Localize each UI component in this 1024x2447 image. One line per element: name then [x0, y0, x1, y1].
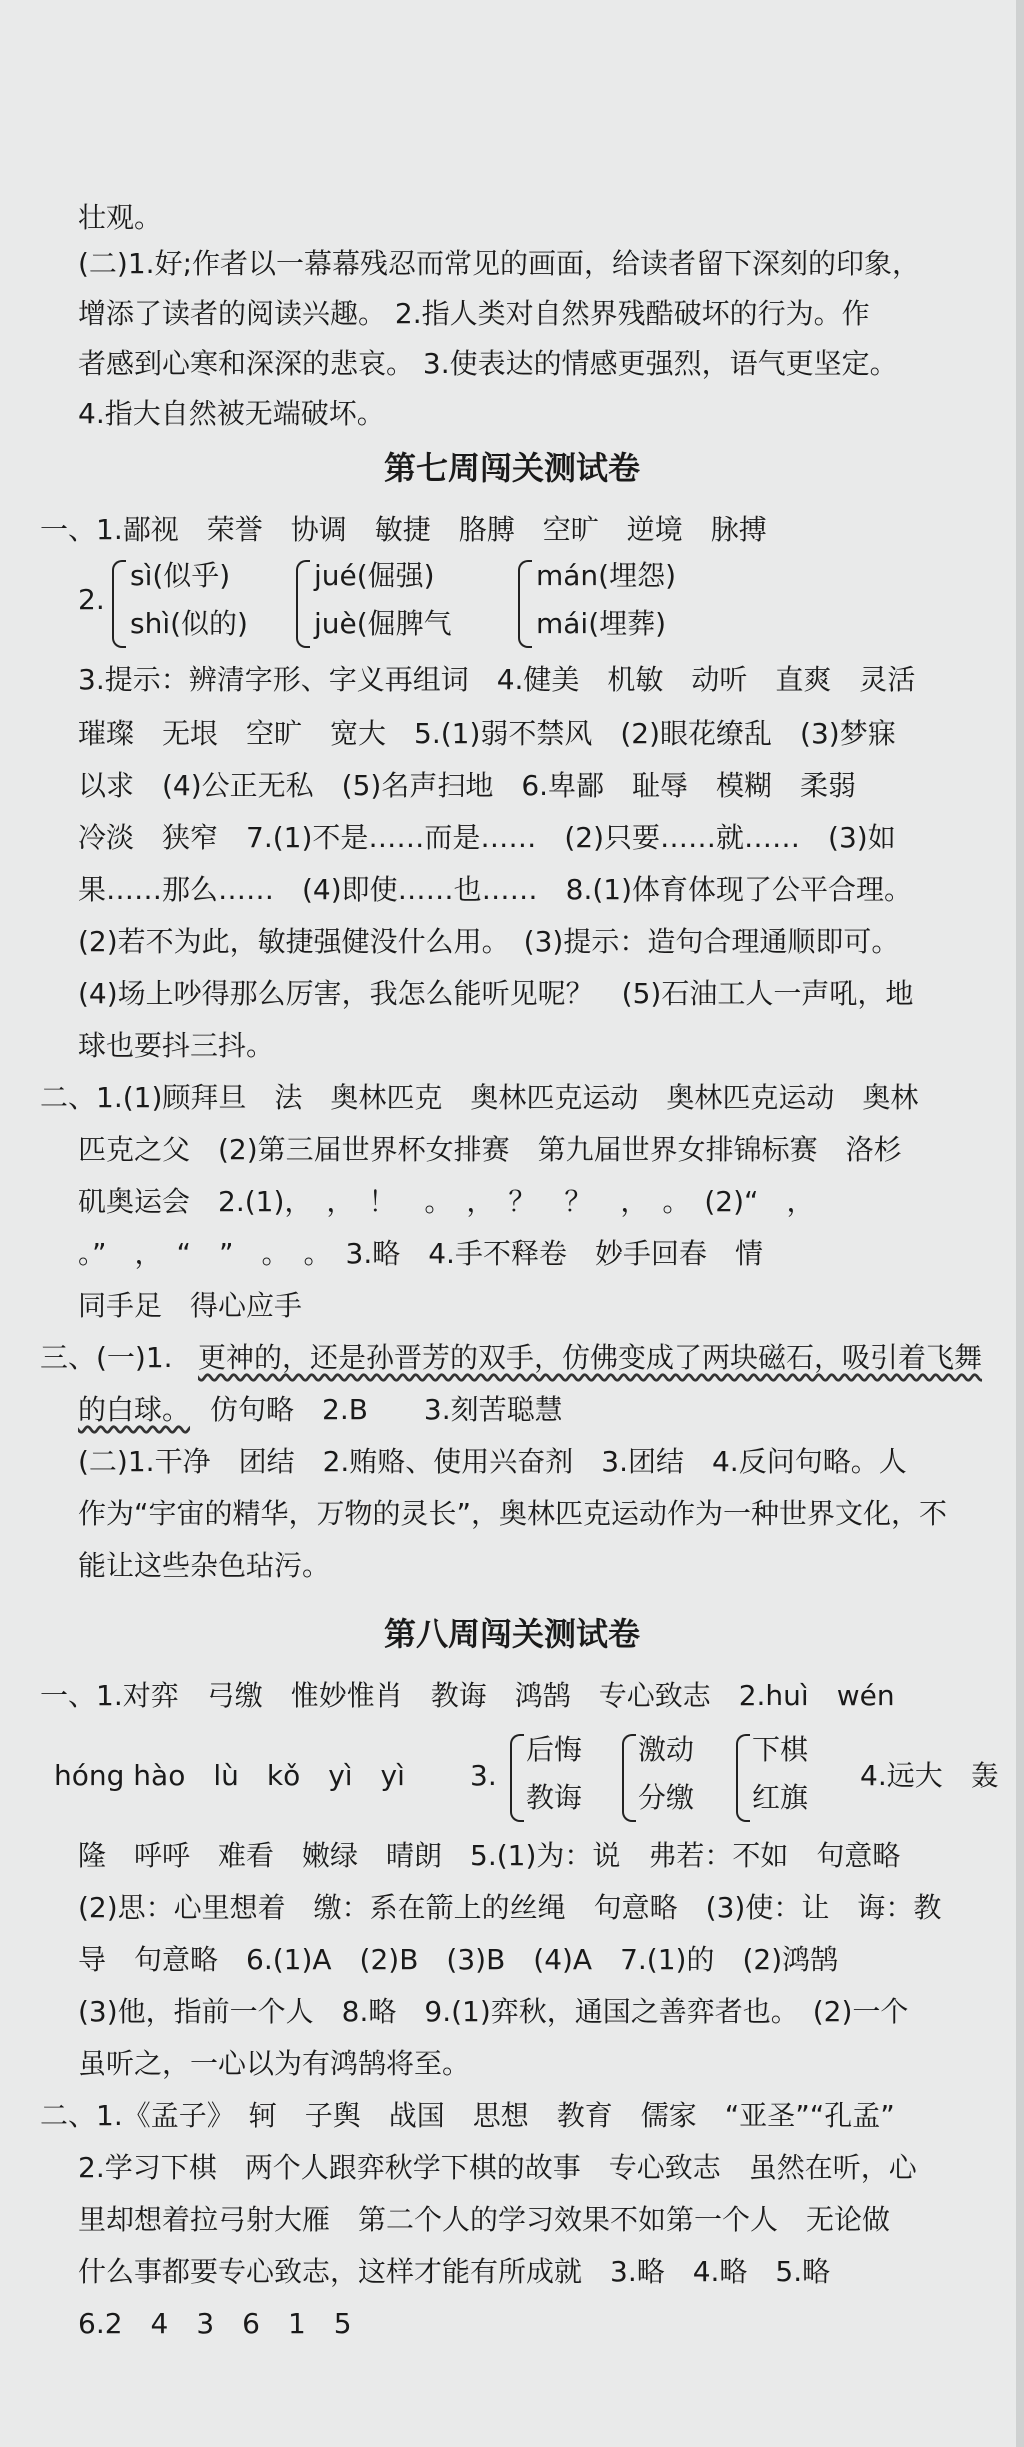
text-line: 能让这些杂色玷污。	[78, 1549, 331, 1582]
brace	[112, 560, 126, 648]
text-line: 冷淡 狭窄 7.(1)不是……而是…… (2)只要……就…… (3)如	[78, 821, 896, 854]
word-item: 激动	[638, 1733, 695, 1766]
text-line: 同手足 得心应手	[78, 1289, 303, 1322]
text-line: 作为“宇宙的精华，万物的灵长”，奥林匹克运动作为一种世界文化，不	[78, 1497, 948, 1530]
text-line: 虽听之，一心以为有鸿鹄将至。	[78, 2047, 471, 2080]
text-line: (2)思：心里想着 缴：系在箭上的丝绳 句意略 (3)使：让 诲：教	[78, 1891, 942, 1924]
brace	[622, 1734, 636, 1822]
text-line: 一、1.对弈 弓缴 惟妙惟肖 教诲 鸿鹄 专心致志 2.huì wén	[40, 1679, 895, 1712]
text-line: 二、1.(1)顾拜旦 法 奥林匹克 奥林匹克运动 奥林匹克运动 奥林	[40, 1081, 919, 1114]
text-line: 4.远大 轰	[860, 1759, 999, 1792]
underlined-text: 的白球。	[78, 1393, 191, 1426]
text-line: 2.	[78, 583, 105, 616]
word-item: 教诲	[526, 1781, 583, 1814]
brace	[510, 1734, 524, 1822]
pinyin-line: hóng hào lù kǒ yì yì	[54, 1759, 405, 1792]
pinyin-item: mái(埋葬)	[536, 607, 667, 640]
text-line: 仿句略 2.B 3.刻苦聪慧	[210, 1393, 563, 1426]
text-line: (3)他，指前一个人 8.略 9.(1)弈秋，通国之善弈者也。 (2)一个	[78, 1995, 909, 2028]
word-item: 红旗	[752, 1781, 809, 1814]
text-line: 增添了读者的阅读兴趣。 2.指人类对自然界残酷破坏的行为。作	[78, 297, 870, 330]
pinyin-item: jué(倔强)	[314, 559, 435, 592]
section-title: 第七周闯关测试卷	[383, 449, 640, 487]
text-line: 以求 (4)公正无私 (5)名声扫地 6.卑鄙 耻辱 模糊 柔弱	[78, 769, 857, 802]
pinyin-item: sì(似乎)	[130, 559, 231, 592]
text-line: 一、1.鄙视 荣誉 协调 敏捷 胳膊 空旷 逆境 脉搏	[40, 513, 767, 546]
text-line: 2.学习下棋 两个人跟弈秋学下棋的故事 专心致志 虽然在听，心	[78, 2151, 917, 2184]
text-line: 三、(一)1.	[40, 1341, 173, 1374]
text-line: (2)若不为此，敏捷强健没什么用。 (3)提示：造句合理通顺即可。	[78, 925, 900, 958]
text-line: 什么事都要专心致志，这样才能有所成就 3.略 4.略 5.略	[78, 2255, 831, 2288]
pinyin-item: juè(倔脾气	[314, 607, 452, 640]
word-item: 分缴	[638, 1781, 695, 1814]
text-line: 导 句意略 6.(1)A (2)B (3)B (4)A 7.(1)的 (2)鸿鹄	[78, 1943, 839, 1976]
text-line: 6.2 4 3 6 1 5	[78, 2307, 352, 2340]
text-line: 3.	[470, 1759, 497, 1792]
text-line: (4)场上吵得那么厉害，我怎么能听见呢？ (5)石油工人一声吼，地	[78, 977, 914, 1010]
brace	[296, 560, 310, 648]
text-line: 果……那么…… (4)即使……也…… 8.(1)体育体现了公平合理。	[78, 873, 913, 906]
word-item: 下棋	[752, 1733, 809, 1766]
text-line: (二)1.好;作者以一幕幕残忍而常见的画面，给读者留下深刻的印象，	[78, 247, 920, 280]
text-line: 4.指大自然被无端破坏。	[78, 397, 385, 430]
word-item: 后悔	[526, 1733, 583, 1766]
text-line: 矶奥运会 2.(1)， ， ！ 。 ， ？ ？ ， 。 (2)“ ，	[78, 1185, 815, 1218]
text-line: 里却想着拉弓射大雁 第二个人的学习效果不如第一个人 无论做	[78, 2203, 891, 2236]
section-title: 第八周闯关测试卷	[383, 1615, 640, 1653]
text-line: 匹克之父 (2)第三届世界杯女排赛 第九届世界女排锦标赛 洛杉	[78, 1133, 902, 1166]
pinyin-item: shì(似的)	[130, 607, 248, 640]
text-line: 壮观。	[78, 201, 163, 234]
brace	[518, 560, 532, 648]
text-line: 二、1.《孟子》 轲 子舆 战国 思想 教育 儒家 “亚圣”“孔孟”	[40, 2099, 895, 2132]
underlined-text: 更神的，还是孙晋芳的双手，仿佛变成了两块磁石，吸引着飞舞	[198, 1341, 983, 1374]
brace	[736, 1734, 750, 1822]
pinyin-item: mán(埋怨)	[536, 559, 677, 592]
text-line: 球也要抖三抖。	[78, 1029, 275, 1062]
text-line: 3.提示：辨清字形、字义再组词 4.健美 机敏 动听 直爽 灵活	[78, 663, 916, 696]
text-line: (二)1.干净 团结 2.贿赂、使用兴奋剂 3.团结 4.反问句略。人	[78, 1445, 907, 1478]
text-line: 隆 呼呼 难看 嫩绿 晴朗 5.(1)为：说 弗若：不如 句意略	[78, 1839, 901, 1872]
text-line: 。” ， “ ” 。 。 3.略 4.手不释卷 妙手回春 情	[78, 1237, 763, 1270]
text-line: 璀璨 无垠 空旷 宽大 5.(1)弱不禁风 (2)眼花缭乱 (3)梦寐	[78, 717, 896, 750]
text-line: 者感到心寒和深深的悲哀。 3.使表达的情感更强烈，语气更坚定。	[78, 347, 898, 380]
